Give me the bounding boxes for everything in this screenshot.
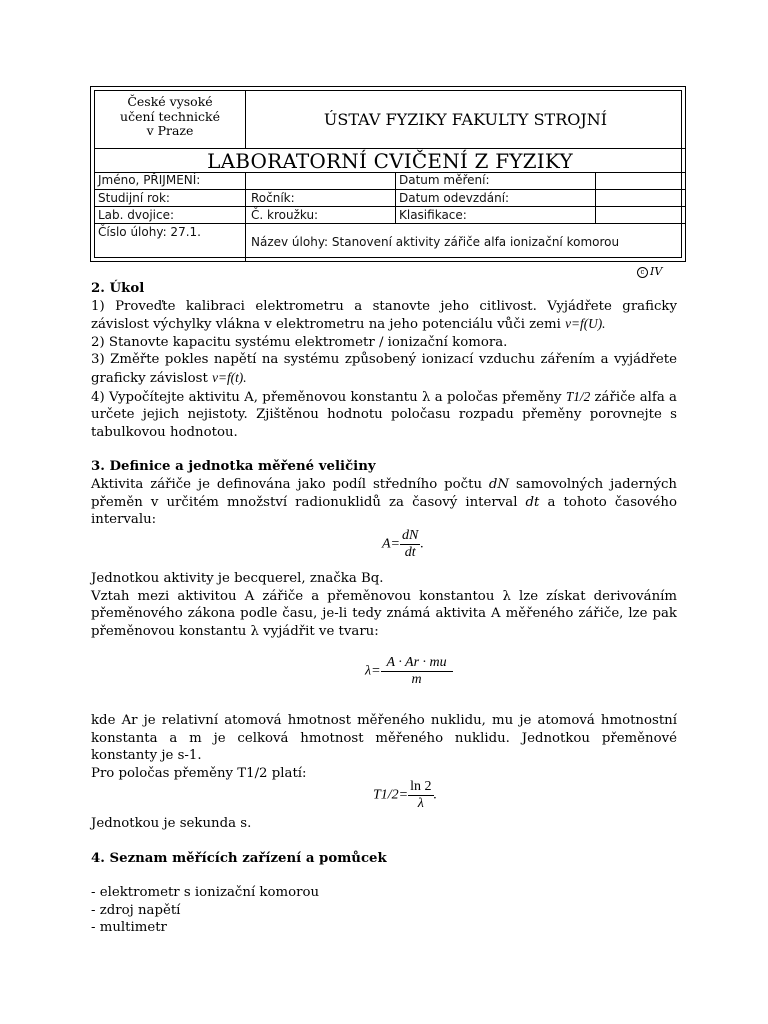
study-year-label: Studijní rok: [98,191,170,205]
section3-heading: 3. Definice a jednotka měřené veličiny [91,459,376,475]
classification-label: Klasifikace: [399,208,467,222]
signature-mark: c IV [637,265,662,278]
section2-heading: 2. Úkol [91,281,145,296]
task-name-label: Název úlohy: Stanovení aktivity zářiče alfa ionizační komorou [251,235,620,249]
institute-name: ÚSTAV FYZIKY FAKULTY STROJNÍ [323,109,608,129]
protocol-header [90,86,686,262]
activity-definition: Aktivita zářiče je definována jako podíl středního počtu dN samovolných jaderných přeměn v určitém množství radionuklidů za časový interval dt a tohoto časového intervalu: [91,476,677,528]
section4-heading: 4. Seznam měřících zařízení a pomůcek [91,850,387,866]
decay-constant-equation: λ= $\frac{A \cdot Ar \cdot mu}{m}$ [365,655,453,688]
variables-explanation: kde Ar je relativní atomová hmotnost měřeného nuklidu, mu je atomová hmotnostní konstanta a m je celková hmotnost měřeného nuklidu. Jednotkou přeměnové konstanty je s-1. [91,713,677,764]
task-number-label: Číslo úlohy: 27.1. [98,225,201,239]
document-body-2 [91,570,677,640]
activity-equation: A= $\frac{dN}{dt}$ . [382,528,424,560]
group-label: Č. kroužku: [251,208,319,222]
activity-unit: Jednotkou aktivity je becquerel, značka Bq. [91,571,384,586]
task-item-3: 3) Změřte pokles napětí na systému způsobený ionizací vzduchu zářením a vyjádřete graficky závislost v=f(t). [91,352,677,386]
task-item-4: 4) Vypočítejte aktivitu A, přeměnovou konstantu λ a poločas přeměny T1/2 zářiče alfa a určete jejich nejistoty. Zjištěnou hodnotu poločasu rozpadu přeměny porovnejte s tabulkovou hodnotou. [91,388,677,440]
half-life-unit: Jednotkou je sekunda s. [91,816,252,831]
date-measure-label: Datum měření: [399,173,490,187]
half-life-intro: Pro poločas přeměny T1/2 platí: [91,765,307,781]
equipment-item-3: - multimetr [91,920,167,936]
decay-constant-text: Vztah mezi aktivitou A zářiče a přeměnovou konstantou λ lze získat derivováním přeměnového zákona podle času, je-li tedy známá aktivita A měřeného zářiče, lze pak přeměnovou konstantu λ vyjádřit ve tvaru: [91,588,677,639]
university-name: České vysoké učení technické v Praze [120,94,220,138]
name-label: Jméno, PŘIJMENÍ: [98,173,201,187]
document-body-3 [91,712,677,782]
document-body [91,280,677,529]
task-item-2: 2) Stanovte kapacitu systému elektrometr / ionizační komora. [91,334,508,350]
document-body-4 [91,815,677,937]
lab-pair-label: Lab. dvojice: [98,208,175,222]
lab-title: LABORATORNÍ CVIČENÍ Z FYZIKY [207,149,573,173]
year-label: Ročník: [251,191,295,205]
equipment-item-2: - zdroj napětí [91,902,181,918]
half-life-equation: T1/2= $\frac{\ln 2}{\lambda}$ . [373,779,438,811]
task-item-1: 1) Proveďte kalibraci elektrometru a stanovte jeho citlivost. Vyjádřete graficky závislost výchylky vlákna v elektrometru na jeho potenciálu vůči zemi v=f(U). [91,298,677,333]
equipment-item-1: - elektrometr s ionizační komorou [91,885,320,901]
date-submit-label: Datum odevzdání: [399,191,510,205]
